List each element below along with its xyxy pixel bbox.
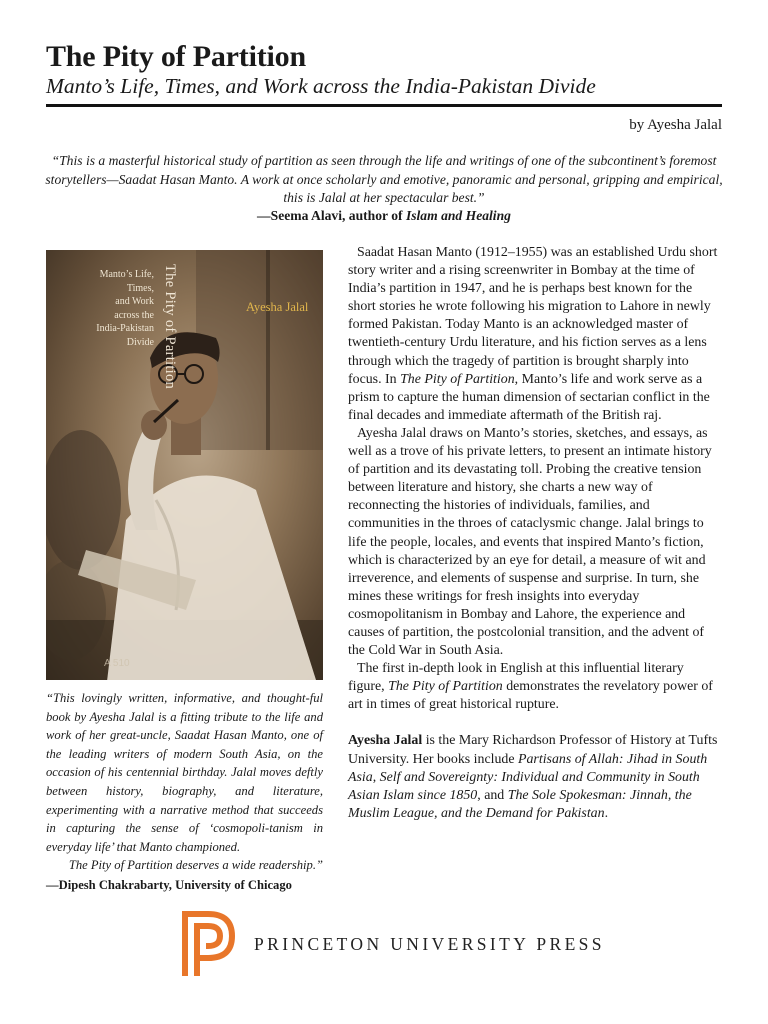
text-run: The first in-depth look in English at this influential literary figure, <box>348 661 684 695</box>
cover-subtitle <box>50 268 154 349</box>
book-subtitle: Manto’s Life, Times, and Work across the India-Pakistan Divide <box>46 74 596 98</box>
book-description <box>348 244 722 823</box>
text-run: , and <box>477 787 508 803</box>
text-run: is the Mary Richardson Professor of History at Tufts University. Her books include <box>348 733 718 767</box>
description-paragraph <box>348 660 722 714</box>
cover-subtitle-line: and Work <box>115 296 154 307</box>
book-cover-image <box>46 250 323 680</box>
author-bio <box>348 732 722 822</box>
book-title-italic: The Sole Spokesman: Jinnah, the Muslim League, and the Demand for Pakistan <box>348 787 692 821</box>
attribution-prefix: —Seema Alavi, author of <box>257 208 406 223</box>
byline: by Ayesha Jalal <box>629 117 722 133</box>
description-paragraph: Ayesha Jalal draws on Manto’s stories, sketches, and essays, as well as a trove of his private letters, to present an intimate history of partition and its devastating toll. Probing the creative tension between literature and history, she charts a new way of reconnecting the histories of individuals, families, and communities in the throes of cataclysmic change. Jalal brings to life the people, locales, and events that inspired Manto’s fiction, which is characterized by an eye for detail, a measure of wit and irreverence, and elements of suspense and surprise. In turn, she mines these writings for fresh insights into everyday cosmopolitanism in Bombay and Lahore, the experience and causes of partition, the postcolonial transition, and the advent of the Cold War in South Asia. <box>348 425 712 659</box>
book-title: The Pity of Partition <box>46 40 306 73</box>
top-endorsement-quote: “This is a masterful historical study of partition as seen through the life and writings of one of the subcontinent’s foremost storytellers—Saadat Hasan Manto. A work at once scholarly and emotive, panoramic and personal, gripping and empirical, this is Jalal at her spectacular best.” <box>45 153 723 205</box>
title-italic: The Pity of Partition <box>400 371 515 387</box>
cover-author: Ayesha Jalal <box>246 300 309 314</box>
book-title-italic: Self and Sovereignty: Individual and Community in South Asian Islam since 1850 <box>348 769 700 803</box>
top-endorsement-attribution <box>40 208 728 224</box>
text-run: . <box>604 805 609 821</box>
cover-title: The Pity of Partition <box>162 264 178 390</box>
side-quote-text: “This lovingly written, informative, and thought-ful book by Ayesha Jalal is a fitting tribute to the life and work of her great-uncle, Saadat Hasan Manto, one of the leading writers of modern South Asia, on the occasion of his centennial birthday. Jalal moves deftly between history, biography, and literature, experimenting with a narrative method that succeeds in capturing the sense of ‘cosmopoli-tanism in everyday life’ that Manto championed. <box>46 691 323 854</box>
side-endorsement-quote <box>46 689 323 875</box>
cover-subtitle-line: Times, <box>126 282 154 294</box>
title-italic: The Pity of Partition <box>388 679 503 695</box>
text-run: , <box>372 769 380 785</box>
cover-subtitle-line: India-Pakistan <box>96 323 154 334</box>
cover-subtitle-line: Manto’s Life, <box>99 269 154 280</box>
book-title-italic: Partisans of Allah: Jihad in South Asia <box>348 751 708 785</box>
text-run: , Manto’s life and work serve as a prism to capture the human dimension of sectarian conflict in the final decades and immediate aftermath of the British raj. <box>348 371 710 423</box>
publisher-name: PRINCETON UNIVERSITY PRESS <box>254 934 605 954</box>
text-run: demonstrates the revelatory power of art in times of great historical rupture. <box>348 679 713 713</box>
description-paragraph <box>348 244 722 425</box>
princeton-press-logo-icon <box>180 910 238 978</box>
cover-subtitle-line: across the <box>114 309 154 321</box>
cover-subtitle-line: Divide <box>126 336 154 348</box>
cover-stamp: A 510 <box>104 658 130 669</box>
side-quote-last-line: The Pity of Partition deserves a wide readership.” <box>68 858 323 873</box>
title-rule <box>46 104 722 107</box>
side-endorsement-attribution: —Dipesh Chakrabarty, University of Chicago <box>46 878 292 892</box>
attribution-book: Islam and Healing <box>405 208 511 223</box>
author-name: Ayesha Jalal <box>348 733 423 749</box>
text-run: Saadat Hasan Manto (1912–1955) was an established Urdu short story writer and a rising screenwriter in Bombay at the time of India’s partition in 1947, and he is perhaps best known for the short stories he wrote following his migration to Lahore in newly formed Pakistan. Today Manto is an acknowledged master of twentieth-century Urdu literature, and his fiction serves as a lens through which the tragedy of partition is brought sharply into focus. In <box>348 245 718 387</box>
